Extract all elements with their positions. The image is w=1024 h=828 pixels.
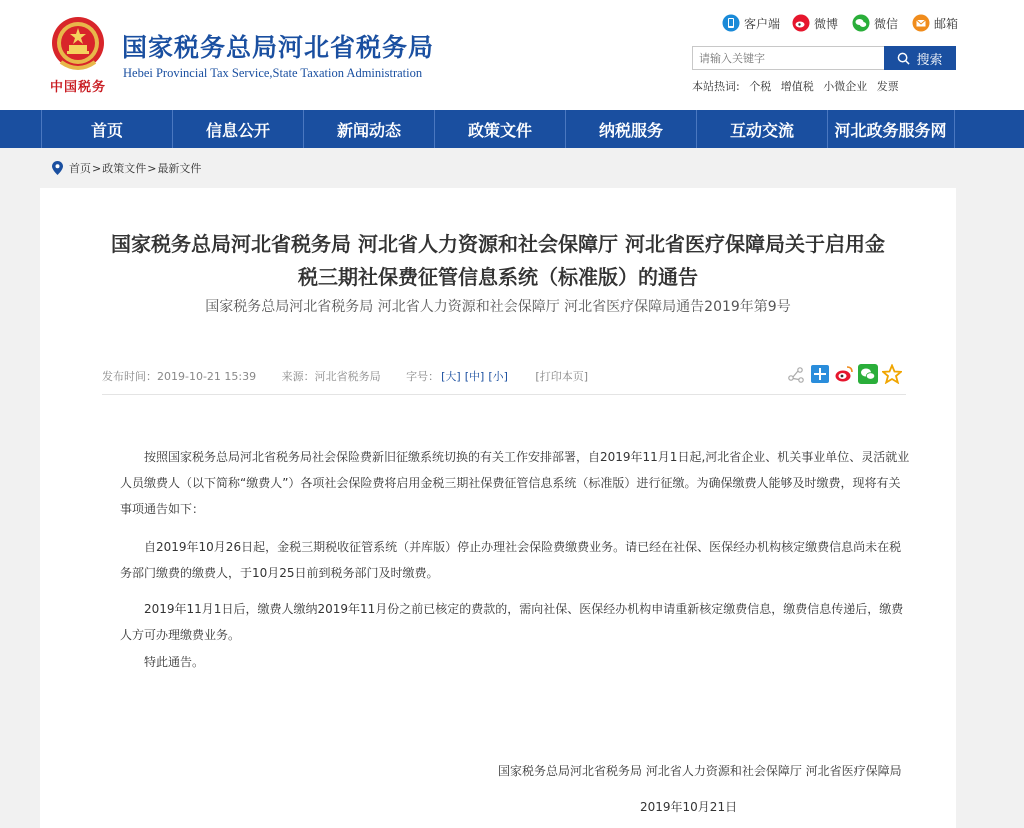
national-emblem-icon (47, 14, 109, 76)
nav-divider (954, 110, 955, 148)
weibo-link[interactable]: 微博 (792, 14, 838, 32)
font-size-label: 字号： (406, 370, 440, 383)
breadcrumb (52, 160, 201, 176)
favorite-star-icon[interactable] (882, 364, 902, 384)
signature-date: 2019年10月21日 (640, 800, 738, 814)
nav-item-info[interactable]: 信息公开 (205, 120, 270, 140)
hot-words-label: 本站热词: (692, 80, 740, 93)
search-box (692, 46, 885, 70)
add-share-icon[interactable] (810, 364, 830, 384)
mail-icon (912, 14, 930, 32)
hot-word-link[interactable]: 小微企业 (823, 80, 868, 93)
hot-word-link[interactable]: 发票 (876, 80, 899, 93)
site-header (0, 0, 1024, 110)
hot-word-link[interactable]: 个税 (749, 80, 772, 93)
article-paragraph: 2019年11月1日后，缴费人缴纳2019年11月份之前已核定的费款的，需向社保、医保经办机构申请重新核定缴费信息，缴费信息传递后，缴费人方可办理缴费业务。 (120, 602, 904, 642)
article-paragraph: 按照国家税务总局河北省税务局社会保险费新旧征缴系统切换的有关工作安排部署，自2019年11月1日起,河北省企业、机关事业单位、灵活就业人员缴费人（以下简称“缴费人”）各项社会保险费将启用金税三期社保费征管信息系统（标准版）进行征缴。为确保缴费人能够及时缴费，现将有关事项通告如下： (120, 450, 910, 516)
article-title: 国家税务总局河北省税务局 河北省人力资源和社会保障厅 河北省医疗保障局关于启用金 税三期社保费征管信息系统（标准版）的通告 (111, 232, 885, 289)
wechat-icon (852, 14, 870, 32)
wechat-link[interactable]: 微信 (852, 14, 898, 32)
font-medium-button[interactable]: [中] (464, 370, 485, 383)
article-meta (102, 368, 610, 384)
breadcrumb-latest[interactable]: 最新文件 (157, 162, 202, 175)
site-subtitle: Hebei Provincial Tax Service,State Taxation Administration (123, 66, 423, 80)
mail-link[interactable]: 邮箱 (912, 14, 958, 32)
font-small-button[interactable]: [小] (488, 370, 508, 383)
search-button[interactable]: 搜索 (884, 46, 956, 70)
search-icon (897, 52, 910, 65)
article-paragraph: 特此通告。 (144, 655, 205, 669)
signature-organization: 国家税务总局河北省税务局 河北省人力资源和社会保障厅 河北省医疗保障局 (498, 764, 902, 778)
nav-item-gov-service[interactable]: 河北政务服务网 (834, 120, 947, 140)
wechat-share-icon[interactable] (858, 364, 878, 384)
share-bar (786, 364, 902, 384)
publish-time: 发布时间：2019-10-21 15:39 (102, 370, 257, 383)
weibo-share-icon[interactable] (834, 364, 854, 384)
mobile-client-icon (722, 14, 740, 32)
client-link[interactable]: 客户端 (722, 14, 780, 32)
meta-divider (102, 394, 906, 395)
nav-item-news[interactable]: 新闻动态 (336, 120, 401, 140)
nav-item-home[interactable]: 首页 (90, 120, 123, 140)
search-input[interactable] (693, 48, 885, 70)
article-paragraph: 自2019年10月26日起，金税三期税收征管系统（并库版）停止办理社会保险费缴费业务。请已经在社保、医保经办机构核定缴费信息尚未在税务部门缴费的缴费人，于10月25日前到税务部门及时缴费。 (120, 540, 902, 580)
hot-words (692, 78, 905, 94)
emblem-caption: 中国税务 (50, 80, 107, 95)
location-pin-icon (52, 161, 63, 175)
share-icon[interactable] (786, 364, 806, 384)
weibo-icon (792, 14, 810, 32)
nav-item-policy[interactable]: 政策文件 (467, 120, 532, 140)
article (40, 188, 956, 828)
breadcrumb-separator: > (147, 161, 157, 175)
breadcrumb-policy[interactable]: 政策文件 (102, 162, 147, 175)
print-button[interactable]: [打印本页] (535, 370, 588, 383)
font-size-control (406, 370, 510, 383)
nav-item-interact[interactable]: 互动交流 (729, 120, 794, 140)
font-large-button[interactable]: [大] (441, 370, 461, 383)
hot-word-link[interactable]: 增值税 (780, 80, 814, 93)
article-subtitle: 国家税务总局河北省税务局 河北省人力资源和社会保障厅 河北省医疗保障局通告2019年第9号 (205, 299, 791, 315)
breadcrumb-home[interactable]: 首页 (69, 162, 91, 175)
breadcrumb-separator: > (92, 161, 102, 175)
main-nav (0, 110, 1024, 148)
nav-item-service[interactable]: 纳税服务 (598, 120, 663, 140)
source: 来源：河北省税务局 (281, 370, 381, 383)
site-title[interactable]: 国家税务总局河北省税务局 (122, 33, 435, 62)
